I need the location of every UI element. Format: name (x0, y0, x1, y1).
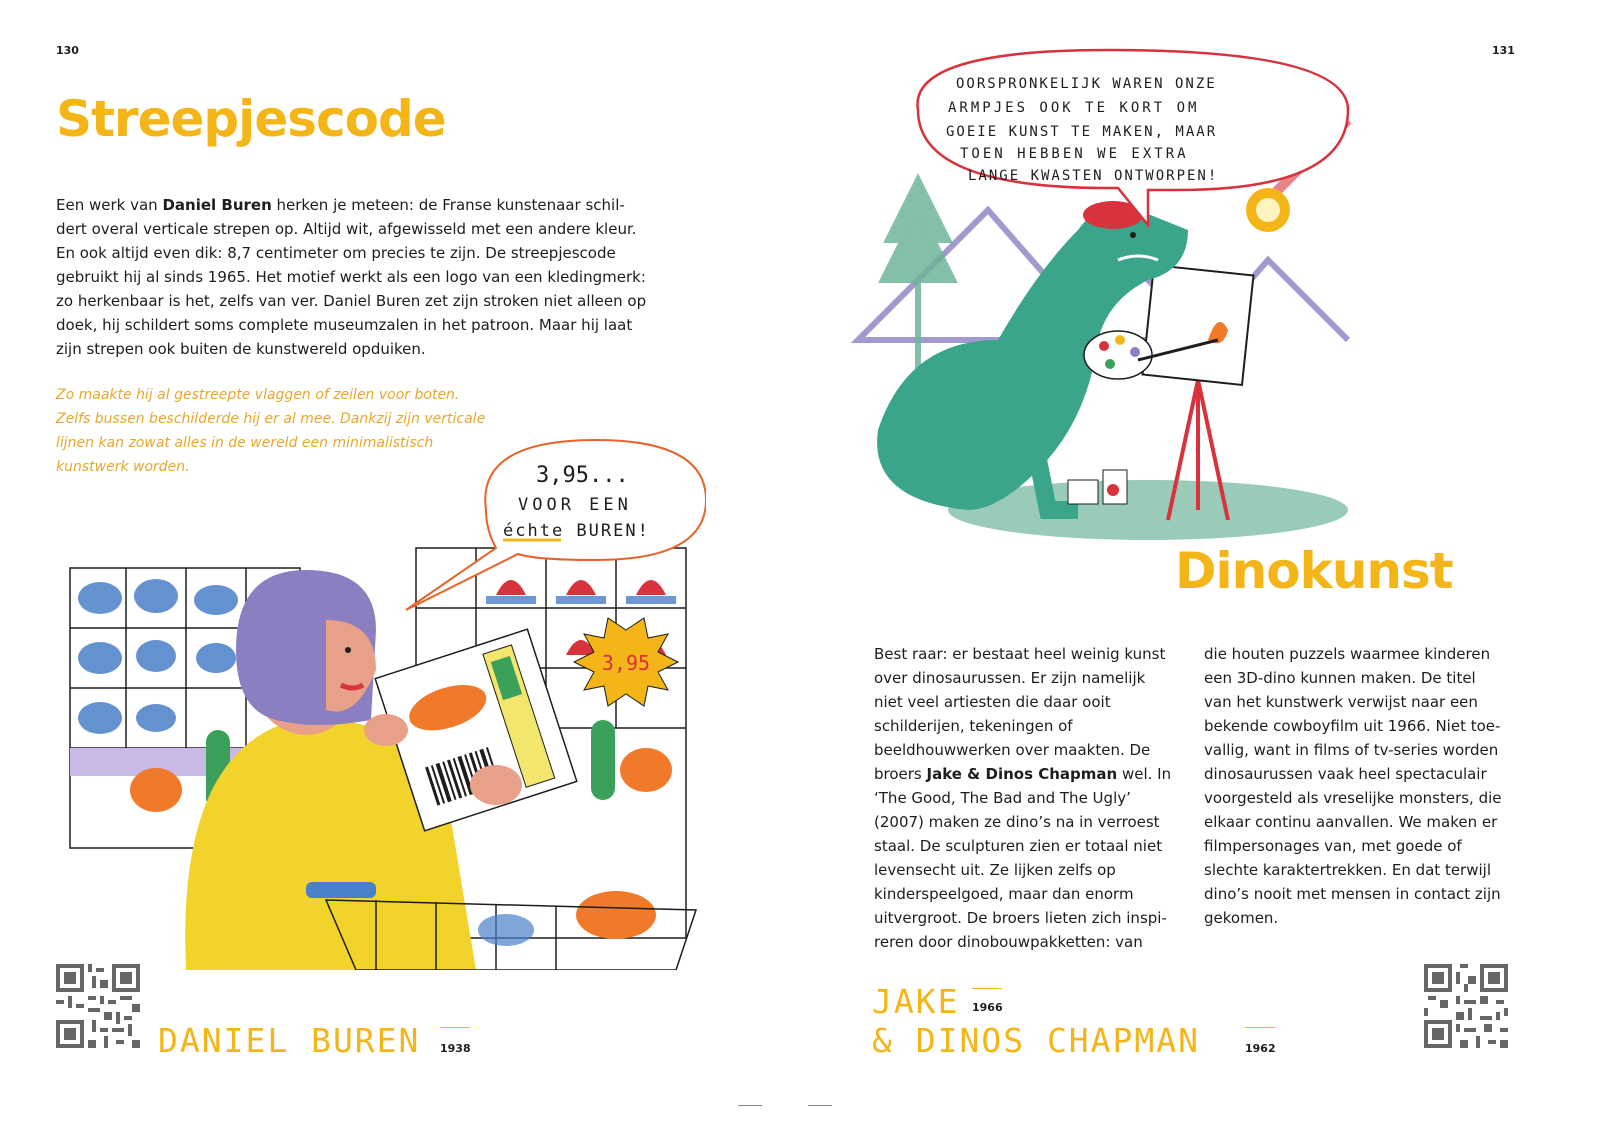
artist-name-left: DANIEL BUREN (158, 1021, 421, 1060)
artist-name-right-line2: & DINOS CHAPMAN (872, 1021, 1201, 1060)
page-title-right: Dinokunst (1175, 542, 1453, 600)
column2-text: die houten puzzels waarmee kinderen een 3D-dino kunnen maken. De titel van het kunstwerk verwijst naar een bekende cowboyfilm uit 1966. Niet toe- vallig, want in films of tv-series worden dinosaurussen vaak heel spectaculair voorgesteld als vreselijke monsters, die elkaar continu aanvallen. We maken er filmpersonages van, met goede of slechte karaktertrekken. En dat terwijl dino’s nooit met mensen in contact zijn gekomen. (1204, 645, 1502, 927)
column1-text-start: Best raar: er bestaat heel weinig kunst over dinosaurussen. Er zijn namelijk niet veel artiesten die daar ooit schilderijen, tekeningen of beeldhouwwerken over maakten. De broers (874, 645, 1166, 783)
body-column-1 (874, 642, 1174, 954)
supermarket-illustration (56, 430, 706, 970)
column1-text-rest: wel. In ‘The Good, The Bad and The Ugly’ (2007) maken ze dino’s na in verroest staal. De sculpturen zien er totaal niet levensecht uit. Ze lijken zelfs op kinderspeelgoed, maar dan enorm uitvergroot. De broers lieten zich inspi- reren door dinobouwpakketten: van (874, 765, 1172, 951)
gutter-mark-left (738, 1105, 762, 1106)
dino-speech-line3: GOEIE KUNST TE MAKEN, MAAR (946, 124, 1218, 140)
qr-code-icon[interactable] (56, 964, 140, 1048)
pull-quote-left: Zo maakte hij al gestreepte vlaggen of zeilen voor boten. Zelfs bussen beschilderde hij er al mee. Dankzij zijn verticale lijnen kan zowat alles in de wereld een minimalistisch kunstwerk worden. (56, 387, 486, 475)
artist-name-right-line1: JAKE (872, 982, 960, 1021)
intro-text-rest: herken je meteen: de Franse kunstenaar schil- dert overal verticale strepen op. Altijd wit, afgewisseld met een andere kleur. En ook altijd even dik: 8,7 centimeter om precies te zijn. De streepjescode gebruikt hij al sinds 1965. Het motief werkt als een logo van een kledingmerk: zo herkenbaar is het, zelfs van ver. Daniel Buren zet zijn stroken niet alleen op doek, hij schildert soms complete museumzalen in het patroon. Maar hij laat zijn strepen ook buiten de kunstwereld opduiken. (56, 196, 647, 358)
dino-speech-line4: TOEN HEBBEN WE EXTRA (960, 146, 1189, 162)
year-rule-left (440, 1027, 470, 1028)
page-number-right: 131 (1492, 44, 1515, 57)
dinosaur-painter-illustration (848, 40, 1368, 560)
artist-name-inline-right: Jake & Dinos Chapman (926, 765, 1118, 783)
qr-code-icon[interactable] (1424, 964, 1508, 1048)
artist-year-left: 1938 (440, 1042, 471, 1055)
artist-name-inline: Daniel Buren (162, 196, 272, 214)
artist-year-right-1: 1966 (972, 1001, 1003, 1014)
body-column-2 (1204, 642, 1504, 930)
dino-speech-line1: OORSPRONKELIJK WAREN ONZE (956, 76, 1217, 92)
gutter-mark-right (808, 1105, 832, 1106)
price-tag: 3,95 (601, 651, 651, 675)
intro-text-start: Een werk van (56, 196, 163, 214)
speech-bubble-line3: échte BUREN! (503, 521, 650, 541)
page-title-left: Streepjescode (56, 90, 446, 148)
intro-paragraph-left (56, 193, 648, 361)
speech-bubble-line2: VOOR EEN (518, 495, 632, 515)
dino-speech-line2: ARMPJES OOK TE KORT OM (948, 100, 1200, 116)
page-number-left: 130 (56, 44, 79, 57)
speech-bubble-line1: 3,95... (536, 463, 629, 488)
artist-year-right-2: 1962 (1245, 1042, 1276, 1055)
year-rule-right-2 (1245, 1027, 1275, 1028)
dino-speech-line5: LANGE KWASTEN ONTWORPEN! (968, 168, 1219, 184)
year-rule-right-1 (972, 988, 1002, 989)
